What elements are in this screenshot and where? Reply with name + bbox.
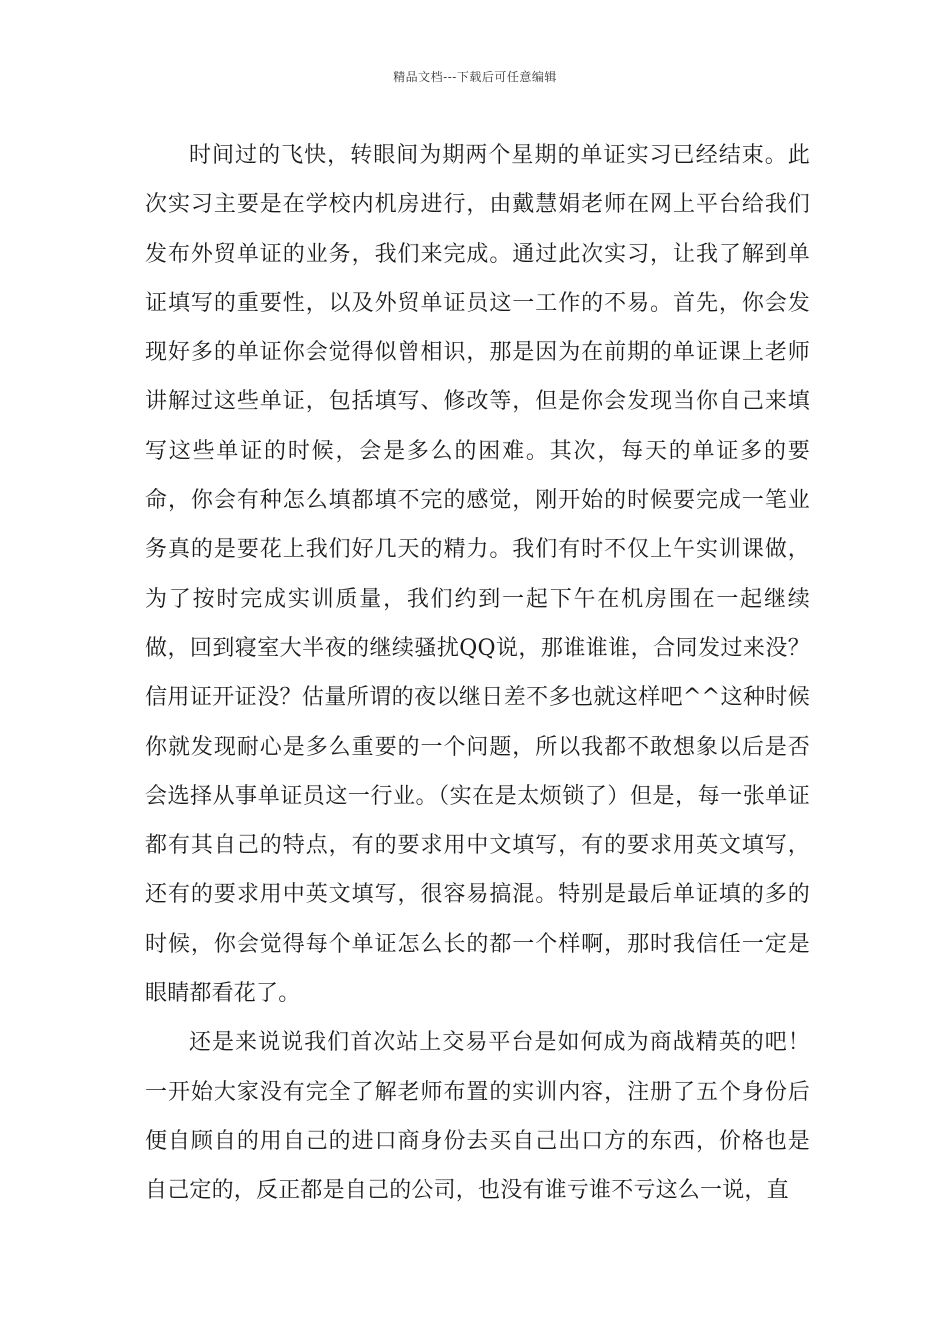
document-body: [145, 131, 810, 1216]
document-header: 精品文档---下载后可任意编辑: [393, 70, 557, 84]
paragraph-1: 时间过的飞快，转眼间为期两个星期的单证实习已经结束。此次实习主要是在学校内机房进行，由戴慧娟老师在网上平台给我们发布外贸单证的业务，我们来完成。通过此次实习，让我了解到单证填写的重要性，以及外贸单证员这一工作的不易。首先，你会发现好多的单证你会觉得似曾相识，那是因为在前期的单证课上老师讲解过这些单证，包括填写、修改等，但是你会发现当你自己来填写这些单证的时候，会是多么的困难。其次，每天的单证多的要命，你会有种怎么填都填不完的感觉，刚开始的时候要完成一笔业务真的是要花上我们好几天的精力。我们有时不仅上午实训课做，为了按时完成实训质量，我们约到一起下午在机房围在一起继续做，回到寝室大半夜的继续骚扰QQ说，那谁谁谁，合同发过来没？信用证开证没？估量所谓的夜以继日差不多也就这样吧^^这种时候你就发现耐心是多么重要的一个问题，所以我都不敢想象以后是否会选择从事单证员这一行业。（实在是太烦锁了）但是，每一张单证都有其自己的特点，有的要求用中文填写，有的要求用英文填写，还有的要求用中英文填写，很容易搞混。特别是最后单证填的多的时候，你会觉得每个单证怎么长的都一个样啊，那时我信任一定是眼睛都看花了。: [145, 143, 810, 1007]
paragraph-2: 还是来说说我们首次站上交易平台是如何成为商战精英的吧！一开始大家没有完全了解老师布置的实训内容，注册了五个身份后便自顾自的用自己的进口商身份去买自己出口方的东西，价格也是自己定的，反正都是自己的公司，也没有谁亏谁不亏这么一说，直: [145, 1030, 810, 1204]
